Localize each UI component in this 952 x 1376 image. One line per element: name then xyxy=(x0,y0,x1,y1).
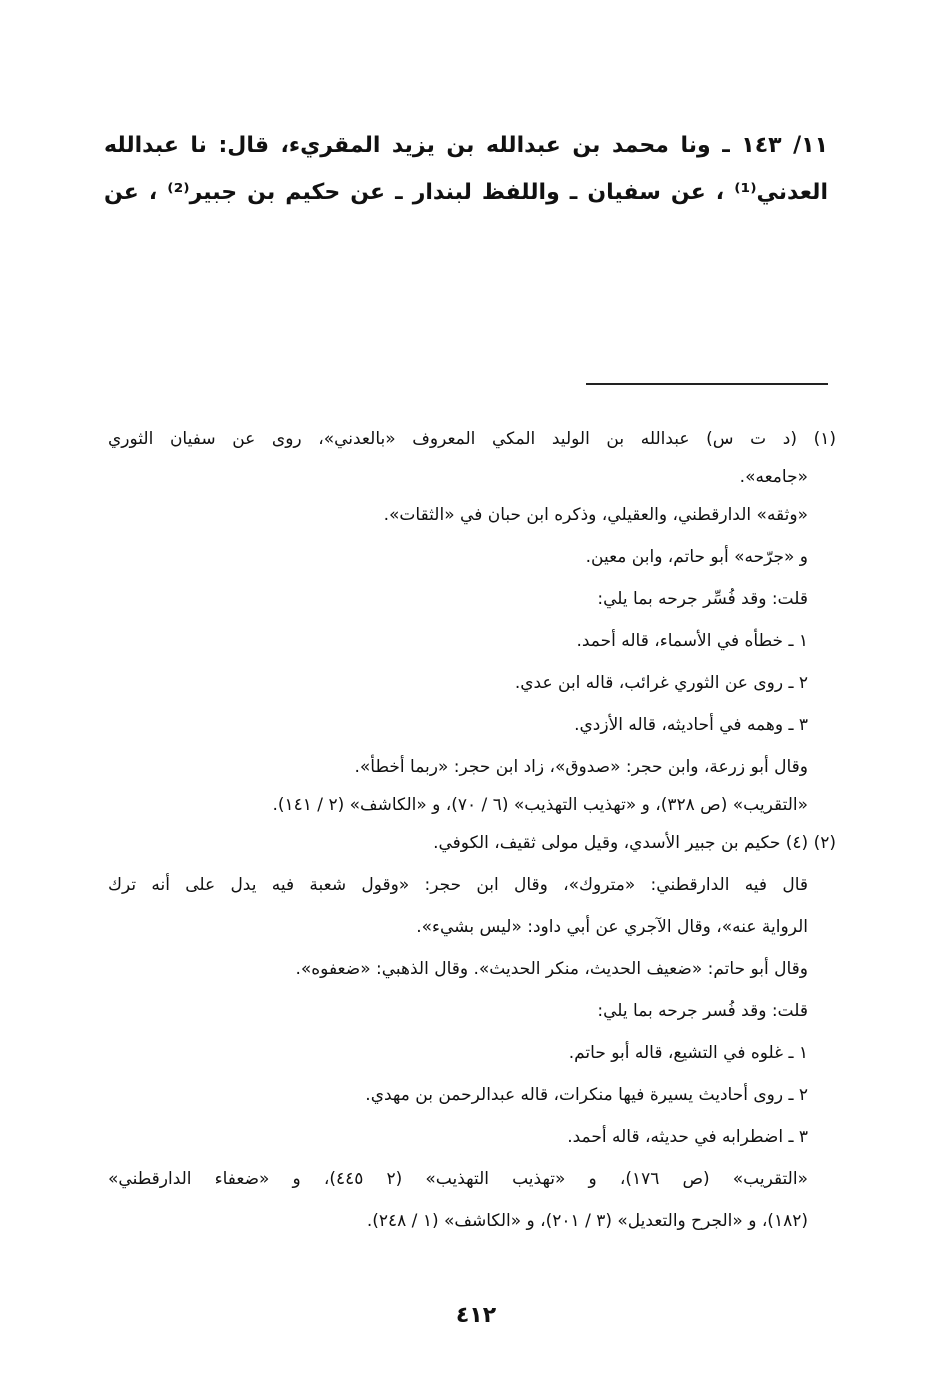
footnote-1-line: ٣ ـ وهمه في أحاديثه، قاله الأزدي. xyxy=(574,715,808,735)
footnote-2-line: (٢) (٤) حكيم بن جبير الأسدي، وقيل مولى ثقيف، الكوفي. xyxy=(433,833,836,853)
footnote-2-line: قال فيه الدارقطني: «متروك»، وقال ابن حجر: «وقول شعبة فيه يدل على أنه ترك xyxy=(108,875,808,895)
footnote-2-line: «التقريب» (ص ١٧٦)، و «تهذيب التهذيب» (٢ ٤٤٥)، و «ضعفاء الدارقطني» xyxy=(108,1169,808,1189)
footnote-2-line: الرواية عنه»، وقال الآجري عن أبي داود: «ليس بشيء». xyxy=(416,917,808,937)
footnote-2-line: ١ ـ غلوه في التشيع، قاله أبو حاتم. xyxy=(568,1043,808,1063)
main-text xyxy=(104,122,828,216)
main-text-line: العدني⁽¹⁾ ، عن سفيان ـ واللفظ لبندار ـ عن حكيم بن جبير⁽²⁾ ، عن xyxy=(104,180,828,205)
footnote-1-line: ٢ ـ روى عن الثوري غرائب، قاله ابن عدي. xyxy=(514,673,808,693)
footnote-2-line: ٣ ـ اضطرابه في حديثه، قاله أحمد. xyxy=(567,1127,808,1147)
footnote-2-line: وقال أبو حاتم: «ضعيف الحديث، منكر الحديث». وقال الذهبي: «ضعفوه». xyxy=(295,959,808,979)
footnote-1-line: «جامعه». xyxy=(739,467,808,487)
footnote-1-line: (١) (د ت س) عبدالله بن الوليد المكي المعروف «بالعدني»، روى عن سفيان الثوري xyxy=(108,429,836,449)
footnote-1-line: ١ ـ خطأه في الأسماء، قاله أحمد. xyxy=(576,631,808,651)
footnote-2-line: (١٨٢)، و «الجرح والتعديل» (٣ / ٢٠١)، و «الكاشف» (١ / ٢٤٨). xyxy=(366,1211,808,1231)
footnote-1-line: قلت: وقد فُسِّر جرحه بما يلي: xyxy=(597,589,808,609)
main-text-line: ١١/ ١٤٣ ـ ونا محمد بن عبدالله بن يزيد المقريء، قال: نا عبدالله xyxy=(104,133,829,158)
page-number: ٤١٢ xyxy=(455,1303,497,1328)
footnote-2-line: ٢ ـ روى أحاديث يسيرة فيها منكرات، قاله عبدالرحمن بن مهدي. xyxy=(365,1085,808,1105)
footnotes xyxy=(108,418,836,1242)
footnote-1-line: و «جرّحه» أبو حاتم، وابن معين. xyxy=(585,547,808,567)
footnote-2-line: قلت: وقد فُسر جرحه بما يلي: xyxy=(597,1001,808,1021)
footnote-separator xyxy=(586,383,828,385)
footnote-1-line: «التقريب» (ص ٣٢٨)، و «تهذيب التهذيب» (٦ / ٧٠)، و «الكاشف» (٢ / ١٤١). xyxy=(272,795,808,815)
footnote-1-line: «وثقه» الدارقطني، والعقيلي، وذكره ابن حبان في «الثقات». xyxy=(383,505,808,525)
footnote-1-line: وقال أبو زرعة، وابن حجر: «صدوق»، زاد ابن حجر: «ربما أخطأ». xyxy=(354,757,808,777)
